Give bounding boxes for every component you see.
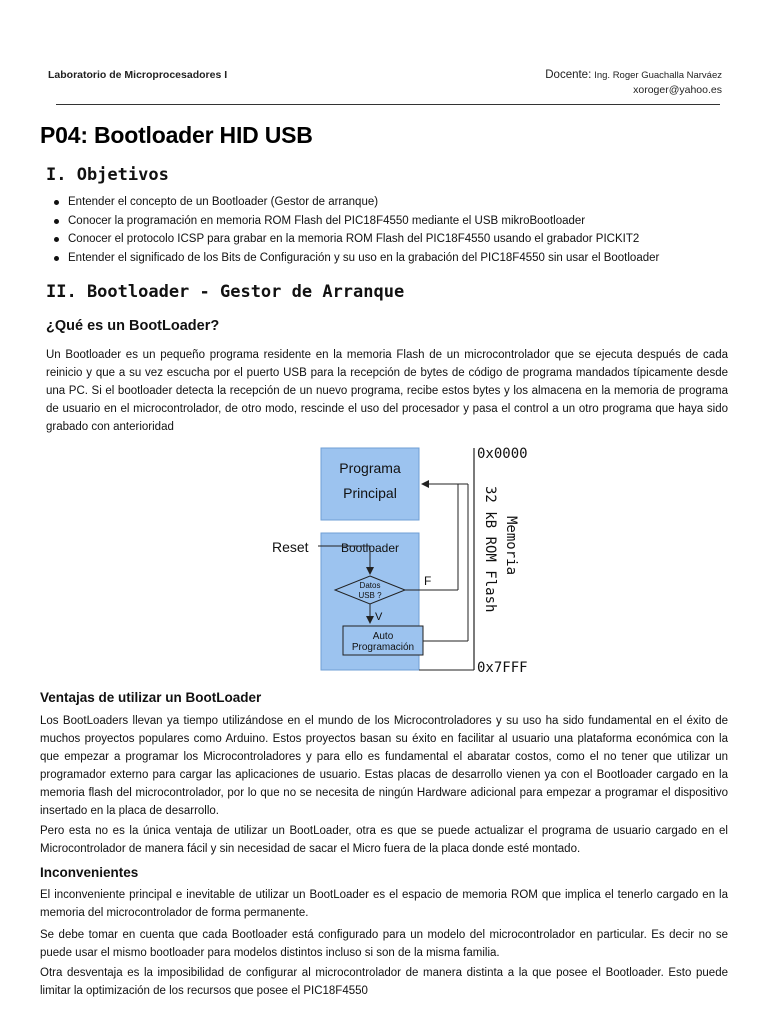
reset-label: Reset: [272, 539, 309, 555]
bullet-icon: [54, 200, 59, 205]
address-start: 0x0000: [477, 446, 528, 462]
header-divider: [56, 104, 720, 105]
bullet-icon: [54, 256, 59, 261]
teacher-label: Docente:: [545, 69, 592, 81]
list-item: [52, 193, 659, 212]
list-item: [52, 212, 659, 231]
bootloader-memory-diagram: [262, 442, 562, 687]
bootloader-label: Bootloader: [340, 541, 400, 555]
programa-label-2: Principal: [343, 485, 397, 501]
list-item-text: Conocer la programación en memoria ROM Flash del PIC18F4550 mediante el USB mikroBootloader: [68, 214, 586, 227]
bullet-icon: [54, 219, 59, 224]
list-item-text: Entender el concepto de un Bootloader (Gestor de arranque): [68, 196, 379, 208]
auto-label-1: Auto: [372, 631, 394, 642]
list-item: [52, 249, 659, 268]
page-title: P04: Bootloader HID USB: [40, 122, 313, 148]
programa-label-1: Programa: [339, 460, 401, 476]
inconvenientes-heading: Inconvenientes: [40, 865, 139, 880]
course-name: Laboratorio de Microprocesadores I: [48, 69, 228, 81]
true-label: V: [375, 611, 383, 623]
datos-label-2: USB ?: [358, 591, 382, 600]
que-es-paragraph: Un Bootloader es un pequeño programa residente en la memoria Flash de un microcontrolador que se ejecuta después de cada reinicio y que a su vez escucha por el puerto USB para la recepción de bytes de código de programa mandados típicamente desde una PC. Si el bootloader detecta la recepción de un nuevo programa, recibe estos bytes y los almacena en la memoria de programa de usuario en el microcontrolador, de otro modo, rescinde el uso del procesador y pasa el control a un otro programa que haya sido grabado con anterioridad: [46, 349, 728, 433]
section-objetivos-heading: I. Objetivos: [46, 165, 169, 185]
memoria-label: Memoria: [503, 516, 519, 576]
inconvenientes-paragraph-2: Se debe tomar en cuenta que cada Bootloader está configurado para un modelo del microcontrolador en particular. Es decir no se puede usar el mismo bootloader para modelos distintos incluso si son de la misma familia.: [40, 929, 728, 959]
programa-principal-block: [321, 448, 419, 520]
list-item-text: Conocer el protocolo ICSP para grabar en la memoria ROM Flash del PIC18F4550 usando el grabador PICKIT2: [68, 233, 640, 245]
teacher-name: Ing. Roger Guachalla Narváez: [594, 70, 722, 81]
ventajas-paragraph-2: Pero esta no es la única ventaja de utilizar un BootLoader, otra es que se puede actualizar el programa de usuario cargado en el Microcontrolador de manera fácil y sin necesidad de sacar el Micro fuera de la placa donde esté montado.: [40, 825, 728, 855]
section-bootloader-heading: II. Bootloader - Gestor de Arranque: [46, 282, 405, 302]
objetivos-list: [52, 193, 659, 267]
bullet-icon: [54, 237, 59, 242]
teacher-line: [545, 68, 722, 83]
teacher-email: xoroger@yahoo.es: [633, 84, 722, 96]
rom-size-label: 32 kB ROM Flash: [482, 486, 498, 613]
que-es-heading: ¿Qué es un BootLoader?: [46, 318, 220, 334]
inconvenientes-paragraph-3: Otra desventaja es la imposibilidad de configurar al microcontrolador de manera distinta a la que posee el Bootloader. Esto puede limitar la optimización de los recursos que posee el PIC18F4550: [40, 967, 728, 997]
false-label: F: [424, 574, 432, 588]
teacher-info: [545, 68, 722, 98]
inconvenientes-paragraph-1: El inconveniente principal e inevitable de utilizar un BootLoader es el espacio de memoria ROM que implica el tenerlo cargado en la memoria del microcontrolador de forma permanente.: [40, 889, 728, 919]
address-end: 0x7FFF: [477, 660, 528, 676]
list-item: [52, 230, 659, 249]
auto-label-2: Programación: [351, 642, 415, 653]
datos-label-1: Datos: [359, 581, 381, 590]
ventajas-heading: Ventajas de utilizar un BootLoader: [40, 690, 262, 705]
ventajas-paragraph-1: Los BootLoaders llevan ya tiempo utilizándose en el mundo de los Microcontroladores y su uso ha sido fundamental en el éxito de muchos proyectos populares como Arduino. Estos proyectos basan su éxito en facilitar al usuario una plataforma económica con la que empezar a programar los Microcontroladores y para ello es fundamental el abaratar costos, como el no tener que utilizar un programador externo para cargar las aplicaciones de usuario. Estas placas de desarrollo vienen ya con el Bootloader cargado en la memoria flash del microcontrolador, por lo que no se necesita de ningún Hardware adicional para empezar a programar el dispositivo insertado en la placa de desarrollo.: [40, 715, 728, 817]
list-item-text: Entender el significado de los Bits de Configuración y su uso en la grabación del PIC18F4550 sin usar el Bootloader: [68, 251, 660, 264]
